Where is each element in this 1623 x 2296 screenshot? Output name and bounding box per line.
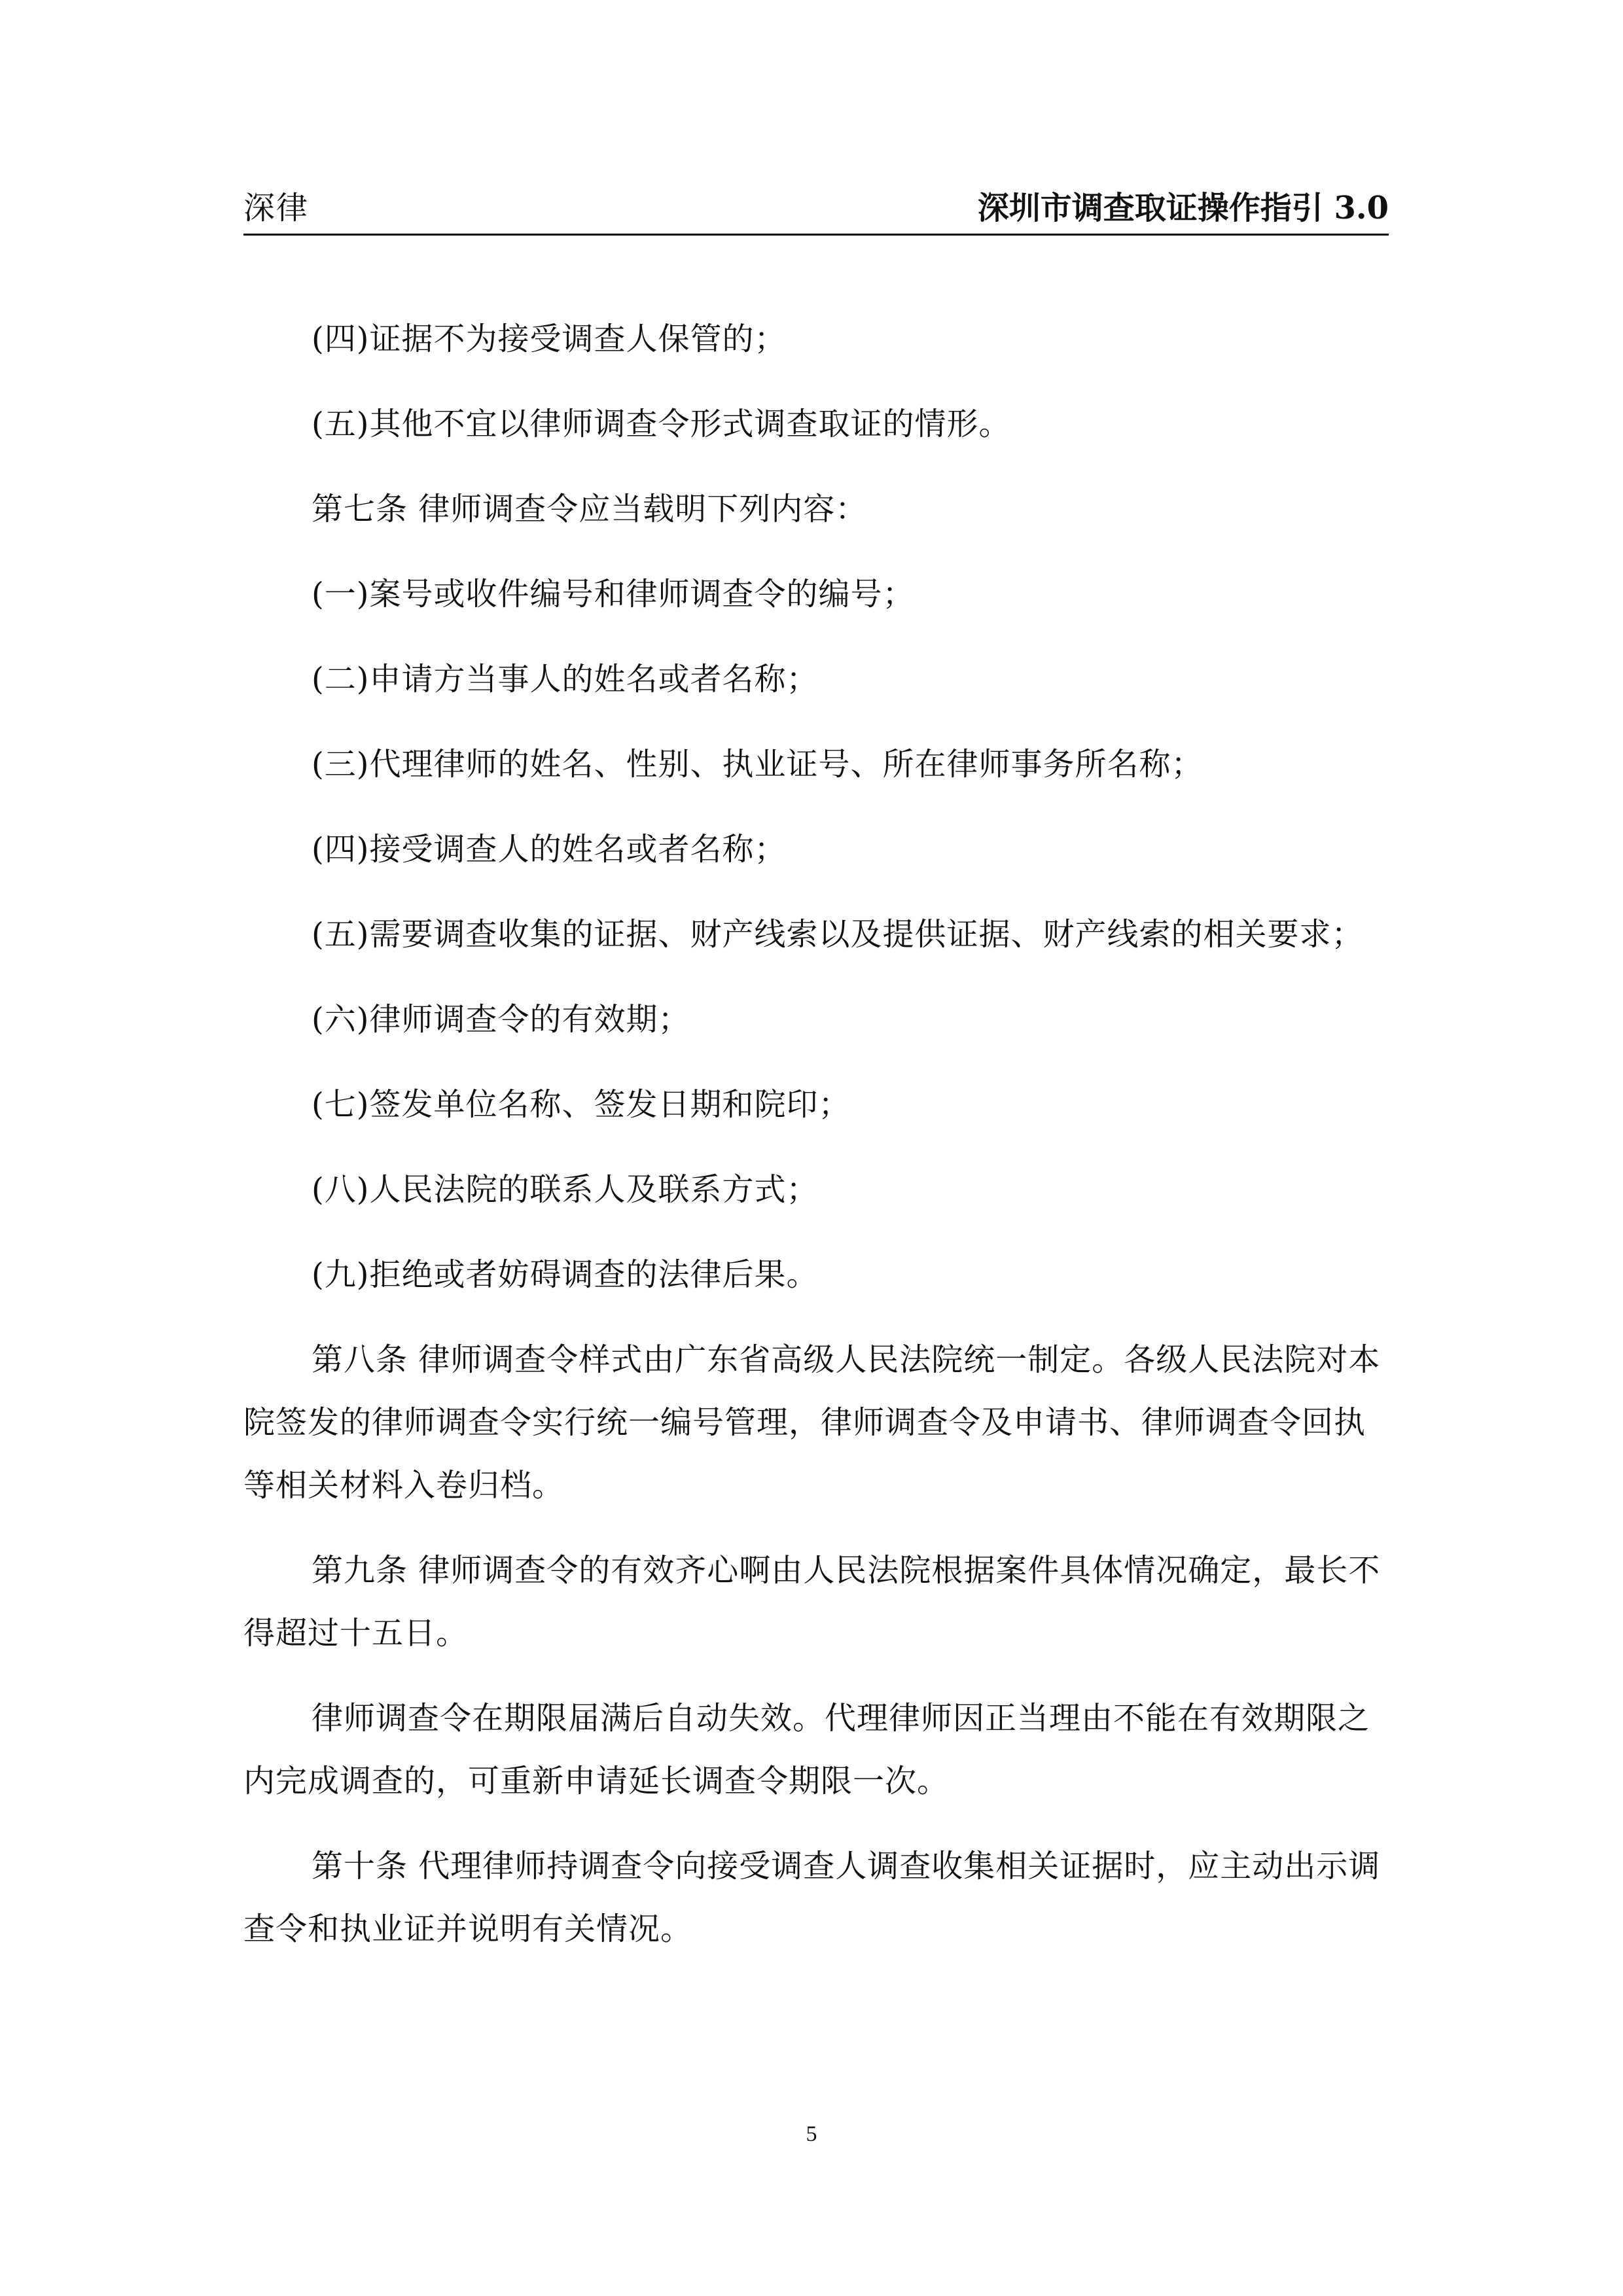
list-item: (九)拒绝或者妨碍调查的法律后果。 xyxy=(312,1256,819,1293)
page-number: 5 xyxy=(806,2122,817,2146)
article-paragraph: 第九条 律师调查令的有效齐心啊由人民法院根据案件具体情况确定，最长不得超过十五日。 xyxy=(243,1552,1381,1651)
article-heading: 第七条 律师调查令应当载明下列内容： xyxy=(312,491,868,527)
list-item: (二)申请方当事人的姓名或者名称； xyxy=(312,661,819,698)
paragraph: (五)其他不宜以律师调查令形式调查取证的情形。 xyxy=(312,406,1011,442)
list-item: (三)代理律师的姓名、性别、执业证号、所在律师事务所名称； xyxy=(312,746,1204,783)
list-item: (七)签发单位名称、签发日期和院印； xyxy=(312,1086,851,1123)
list-item: (一)案号或收件编号和律师调查令的编号； xyxy=(312,576,915,612)
list-item: (五)需要调查收集的证据、财产线索以及提供证据、财产线索的相关要求； xyxy=(312,916,1364,953)
list-item: (六)律师调查令的有效期； xyxy=(312,1001,690,1038)
paragraph: (四)证据不为接受调查人保管的； xyxy=(312,321,787,357)
header-left-text: 深律 xyxy=(243,190,310,226)
header-right-title: 深圳市调查取证操作指引 3.0 xyxy=(977,190,1389,226)
article-paragraph: 律师调查令在期限届满后自动失效。代理律师因正当理由不能在有效期限之内完成调查的，可重新申请延长调查令期限一次。 xyxy=(243,1700,1370,1799)
article-paragraph: 第八条 律师调查令样式由广东省高级人民法院统一制定。各级人民法院对本院签发的律师调查令实行统一编号管理，律师调查令及申请书、律师调查令回执等相关材料入卷归档。 xyxy=(243,1341,1381,1504)
page-header xyxy=(243,185,1389,236)
list-item: (八)人民法院的联系人及联系方式； xyxy=(312,1171,819,1208)
document-body xyxy=(243,308,1389,1983)
article-paragraph: 第十条 代理律师持调查令向接受调查人调查收集相关证据时，应主动出示调查令和执业证并说明有关情况。 xyxy=(243,1848,1381,1947)
list-item: (四)接受调查人的姓名或者名称； xyxy=(312,831,787,868)
